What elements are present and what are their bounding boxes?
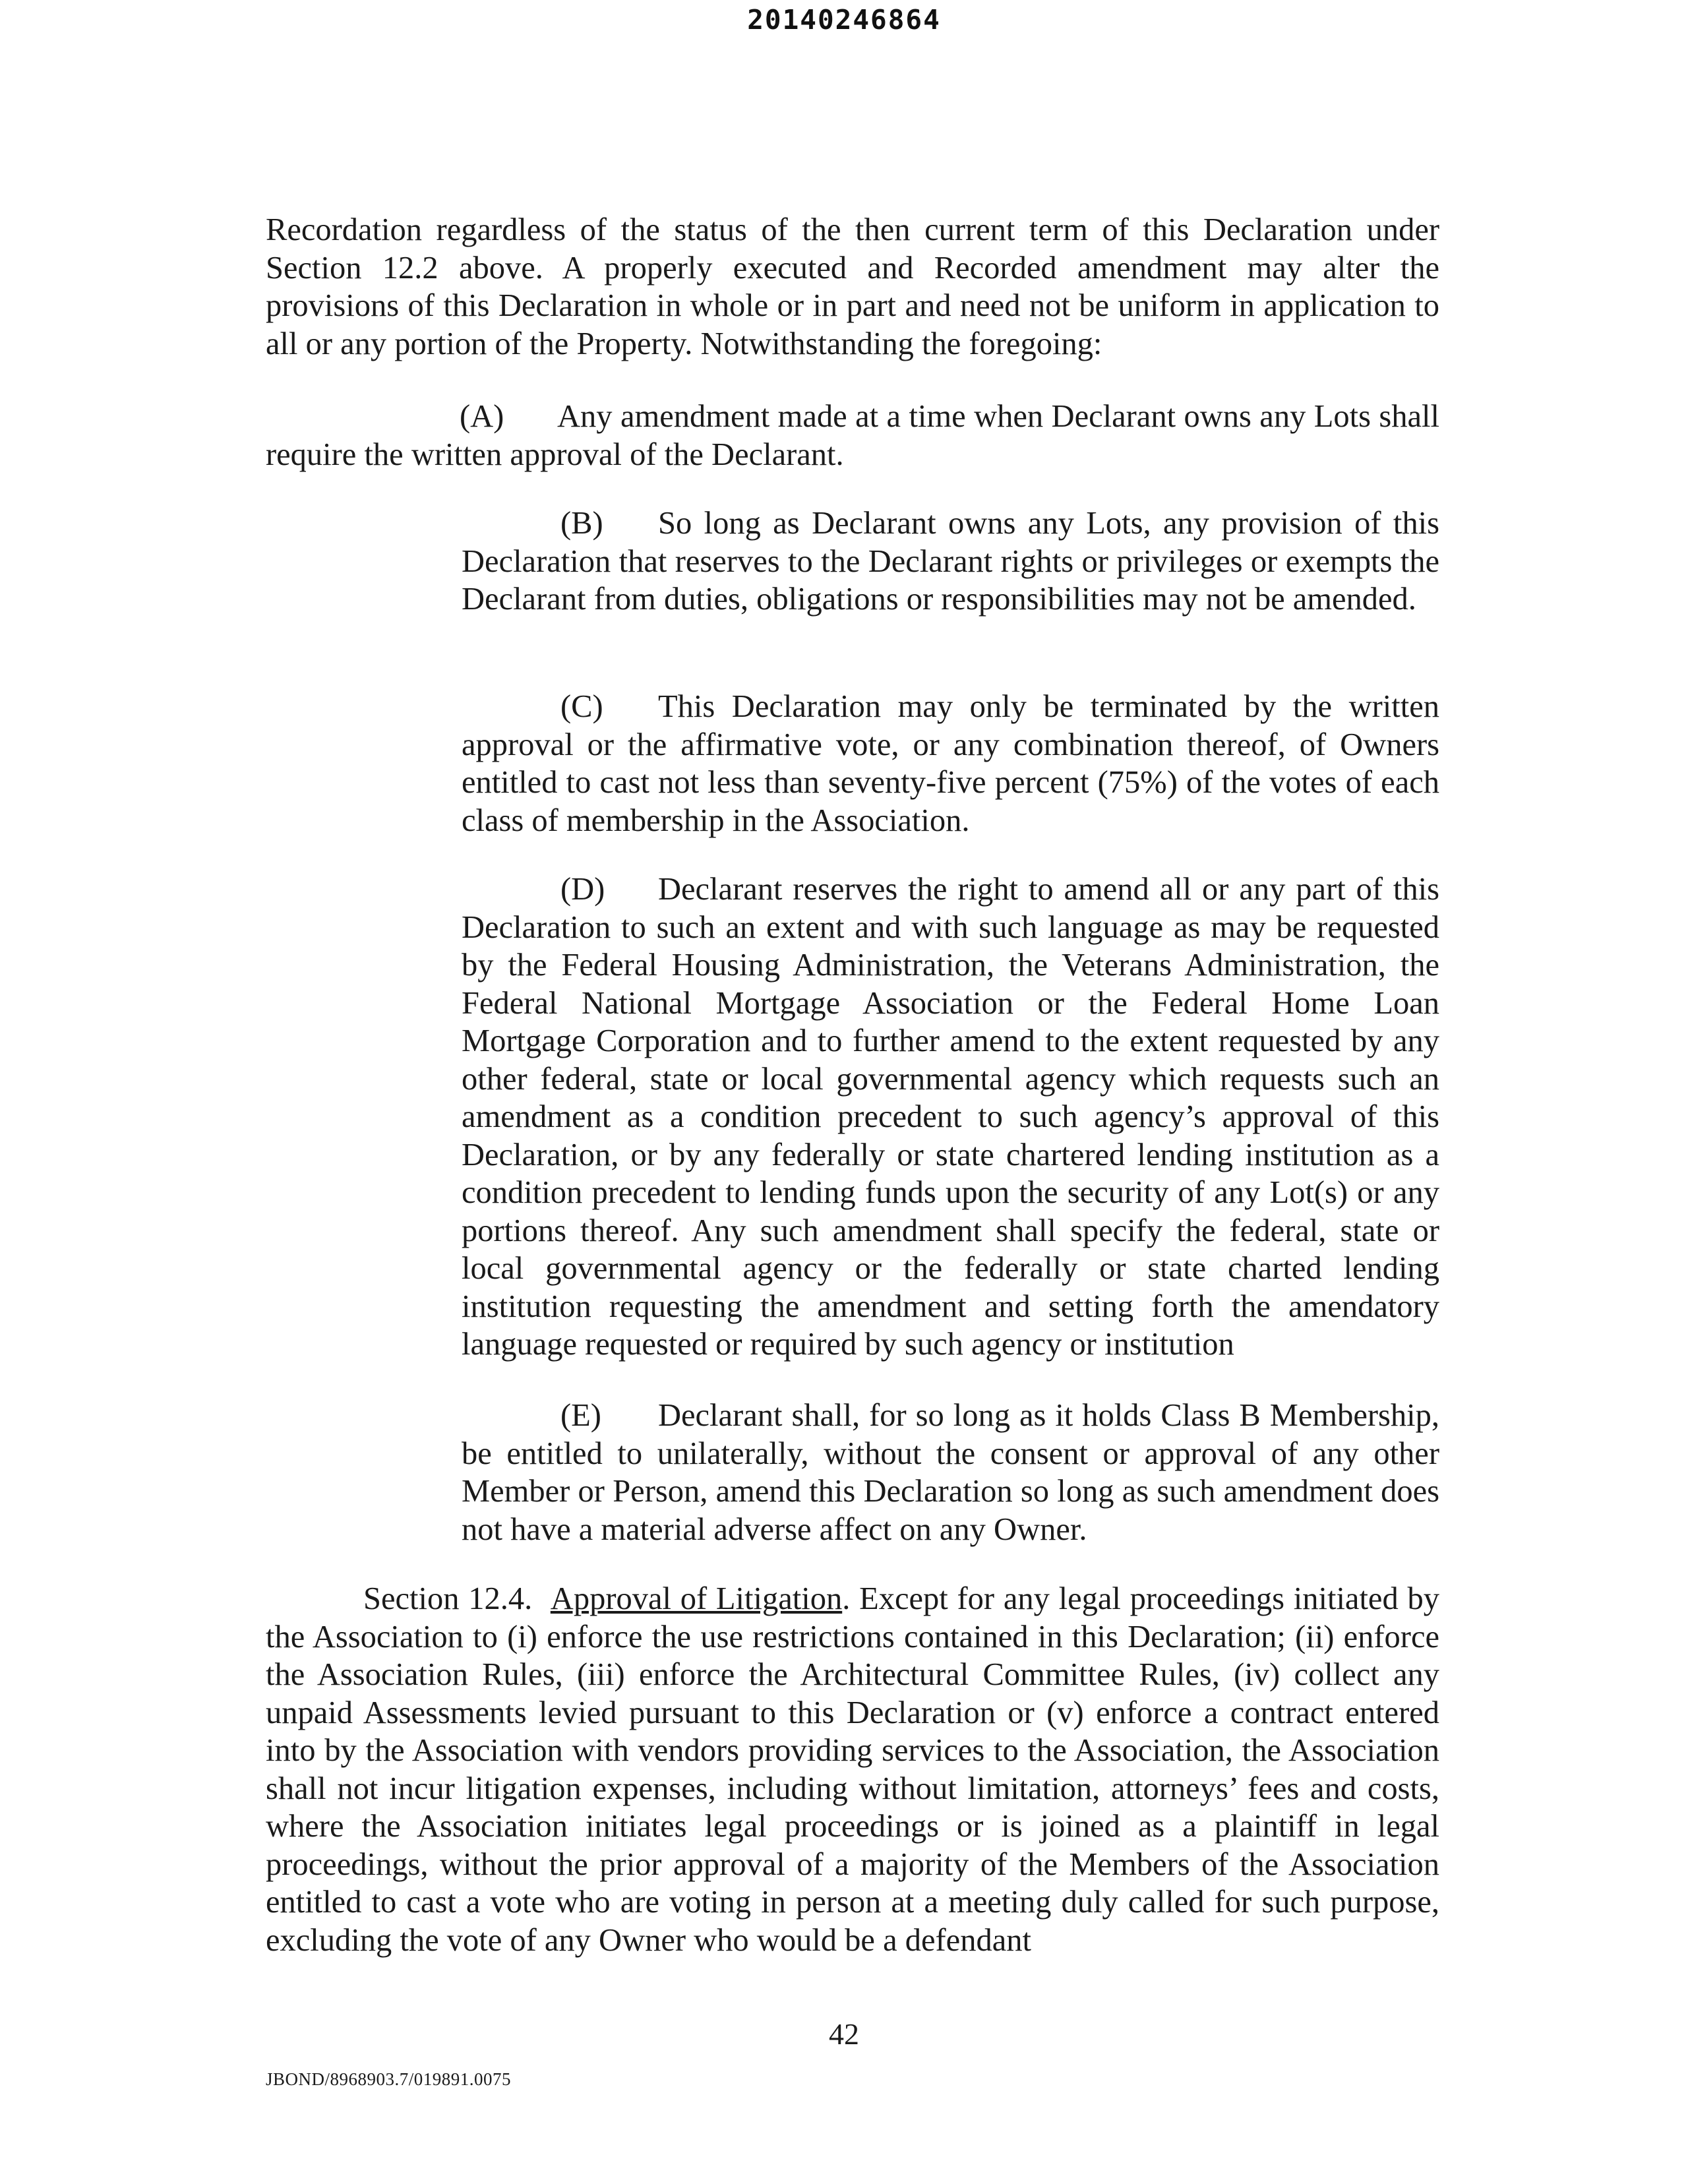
paragraph-c [462,688,1439,839]
paragraph-b-label: (B) [560,506,603,541]
section-text: . Except for any legal proceedings initiated by the Association to (i) enforce the use restrictions contained in this Declaration; (ii) enforce the Association Rules, (iii) enforce the Architectural Committee Rules, (iv) collect any unpaid Assessments levied pursuant to this Declaration or (v) enforce a contract entered into by the Association with vendors providing services to the Association, the Association shall not incur litigation expenses, including without limitation, attorneys’ fees and costs, where the Association initiates legal proceedings or is joined as a plaintiff in legal proceedings, without the prior approval of a majority of the Members of the Association entitled to cast a vote who are voting in person at a meeting duly called for such purpose, excluding the vote of any Owner who would be a defendant [266,1581,1439,1958]
section-title: Approval of Litigation [550,1581,843,1616]
footer-document-id: JBOND/8968903.7/019891.0075 [266,2069,512,2089]
section-label: Section 12.4. [363,1581,533,1616]
paragraph-a-label: (A) [460,399,504,434]
paragraph-d-label: (D) [560,872,605,907]
intro-paragraph: Recordation regardless of the status of the then current term of this Declaration under Section 12.2 above. A properly executed and Recorded amendment may alter the provisions of this Declaration in whole or in part and need not be uniform in application to all or any portion of the Property. Notwithstanding the foregoing: [266,212,1439,361]
paragraph-d-text: Declarant reserves the right to amend all or any part of this Declaration to such an extent and with such language as may be requested by the Federal Housing Administration, the Veterans Administration, the Federal National Mortgage Association or the Federal Home Loan Mortgage Corporation and to further amend to the extent requested by any other federal, state or local governmental agency which requests such an amendment as a condition precedent to such agency’s approval of this Declaration, or by any federally or state chartered lending institution as a condition precedent to lending funds upon the security of any Lot(s) or any portions thereof. Any such amendment shall specify the federal, state or local governmental agency or the federally or state charted lending institution requesting the amendment and setting forth the amendatory language requested or required by such agency or institution [462,872,1439,1362]
section-12-4-paragraph [266,1580,1439,1959]
page-number: 42 [829,2017,859,2051]
paragraph-c-text: This Declaration may only be terminated by the written approval or the affirmative vote, or any combination thereof, of Owners entitled to cast not less than seventy-five percent (75%) of the votes of each class of membership in the Association. [462,689,1439,838]
paragraph-b [462,504,1439,619]
paragraph-e-label: (E) [560,1398,601,1433]
document-number: 20140246864 [747,4,941,36]
paragraph-c-label: (C) [560,689,603,724]
paragraph-a [266,398,1439,473]
paragraph-a-text: Any amendment made at a time when Declarant owns any Lots shall require the written approval of the Declarant. [266,399,1439,472]
paragraph-e [462,1397,1439,1548]
paragraph-b-text: So long as Declarant owns any Lots, any provision of this Declaration that reserves to the Declarant rights or privileges or exempts the Declarant from duties, obligations or responsibilities may not be amended. [462,506,1439,617]
paragraph-e-text: Declarant shall, for so long as it holds Class B Membership, be entitled to unilaterally, without the consent or approval of any other Member or Person, amend this Declaration so long as such amendment does not have a material adverse affect on any Owner. [462,1398,1439,1547]
paragraph-d [462,870,1439,1364]
